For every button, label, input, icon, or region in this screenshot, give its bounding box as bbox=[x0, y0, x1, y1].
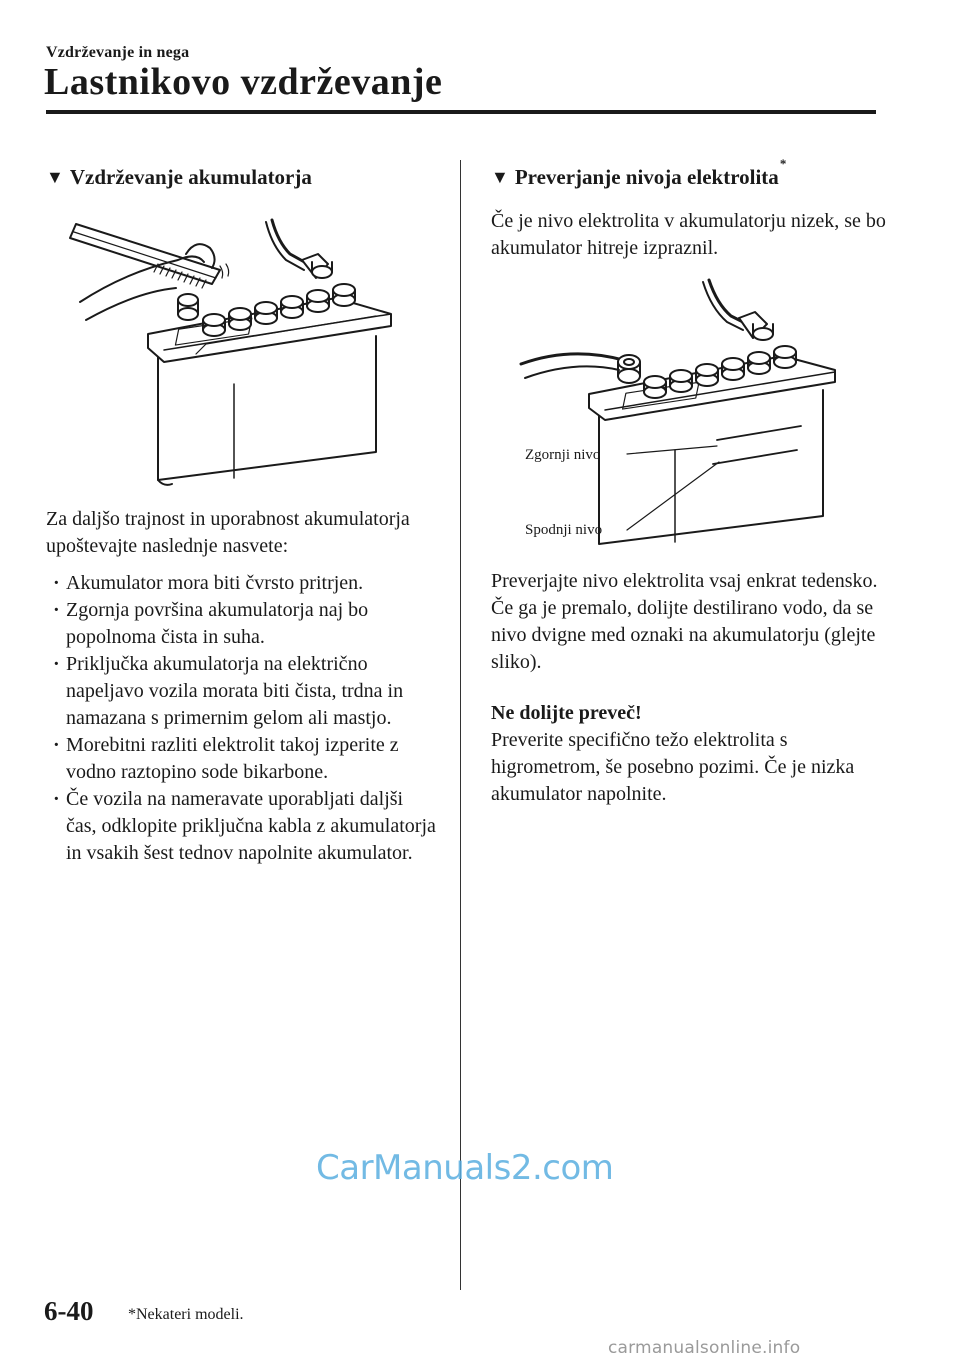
list-item: · Priključka akumulatorja na električno napeljavo vozila morata biti čista, trdna in namazana s primernim gelom ali mastjo. bbox=[46, 651, 436, 732]
list-item: · Akumulator mora biti čvrsto pritrjen. bbox=[46, 570, 436, 597]
column-divider bbox=[460, 160, 461, 1290]
list-item: · Zgornja površina akumulatorja naj bo popolnoma čista in suha. bbox=[46, 597, 436, 651]
watermark-carmanuals2: CarManuals2.com bbox=[316, 1148, 614, 1188]
section-heading-text: Vzdrževanje akumulatorja bbox=[69, 165, 312, 189]
triangle-down-icon: ▼ bbox=[46, 167, 64, 187]
list-item: · Če vozila na nameravate uporabljati daljši čas, odklopite priključna kabla z akumulatorja in vsakih šest tednov napolnite akumulator. bbox=[46, 786, 436, 867]
list-item: · Morebitni razliti elektrolit takoj izperite z vodno raztopino sode bikarbone. bbox=[46, 732, 436, 786]
page-title: Lastnikovo vzdrževanje bbox=[44, 61, 443, 103]
footnote: *Nekateri modeli. bbox=[128, 1306, 244, 1323]
battery-maintenance-intro: Za daljšo trajnost in uporabnost akumulatorja upoštevajte naslednje nasvete: bbox=[46, 508, 410, 557]
section-heading-electrolyte-check: ▼ Preverjanje nivoja elektrolita * bbox=[491, 162, 891, 192]
electrolyte-check-paragraph: Preverjajte nivo elektrolita vsaj enkrat tedensko. Če ga je premalo, dolijte destilirano vodo, da se nivo dvigne med oznaki na akumulatorju (glejte sliko). bbox=[491, 570, 878, 673]
battery-cleaning-illustration bbox=[46, 202, 436, 492]
overfill-warning-text: Preverite specifično težo elektrolita s higrometrom, še posebno pozimi. Če je nizka akumulator napolnite. bbox=[491, 729, 855, 805]
breadcrumb: Vzdrževanje in nega bbox=[46, 44, 190, 61]
overfill-warning-title: Ne dolijte preveč! bbox=[491, 702, 642, 724]
triangle-down-icon: ▼ bbox=[491, 167, 509, 187]
watermark-carmanualsonline: carmanualsonline.info bbox=[608, 1338, 801, 1358]
section-heading-text: Preverjanje nivoja elektrolita bbox=[514, 165, 779, 189]
lower-level-label: Spodnji nivo bbox=[525, 522, 603, 538]
left-column bbox=[46, 162, 436, 867]
upper-level-label: Zgornji nivo bbox=[525, 447, 601, 463]
right-column bbox=[491, 156, 891, 808]
electrolyte-intro: Če je nivo elektrolita v akumulatorju nizek, se bo akumulator hitreje izpraznil. bbox=[491, 210, 886, 259]
electrolyte-level-illustration bbox=[491, 272, 891, 562]
maintenance-tips-list bbox=[46, 570, 436, 867]
section-heading-battery-maintenance bbox=[46, 162, 436, 192]
title-rule bbox=[46, 110, 876, 114]
page-number: 6-40 bbox=[44, 1296, 94, 1326]
